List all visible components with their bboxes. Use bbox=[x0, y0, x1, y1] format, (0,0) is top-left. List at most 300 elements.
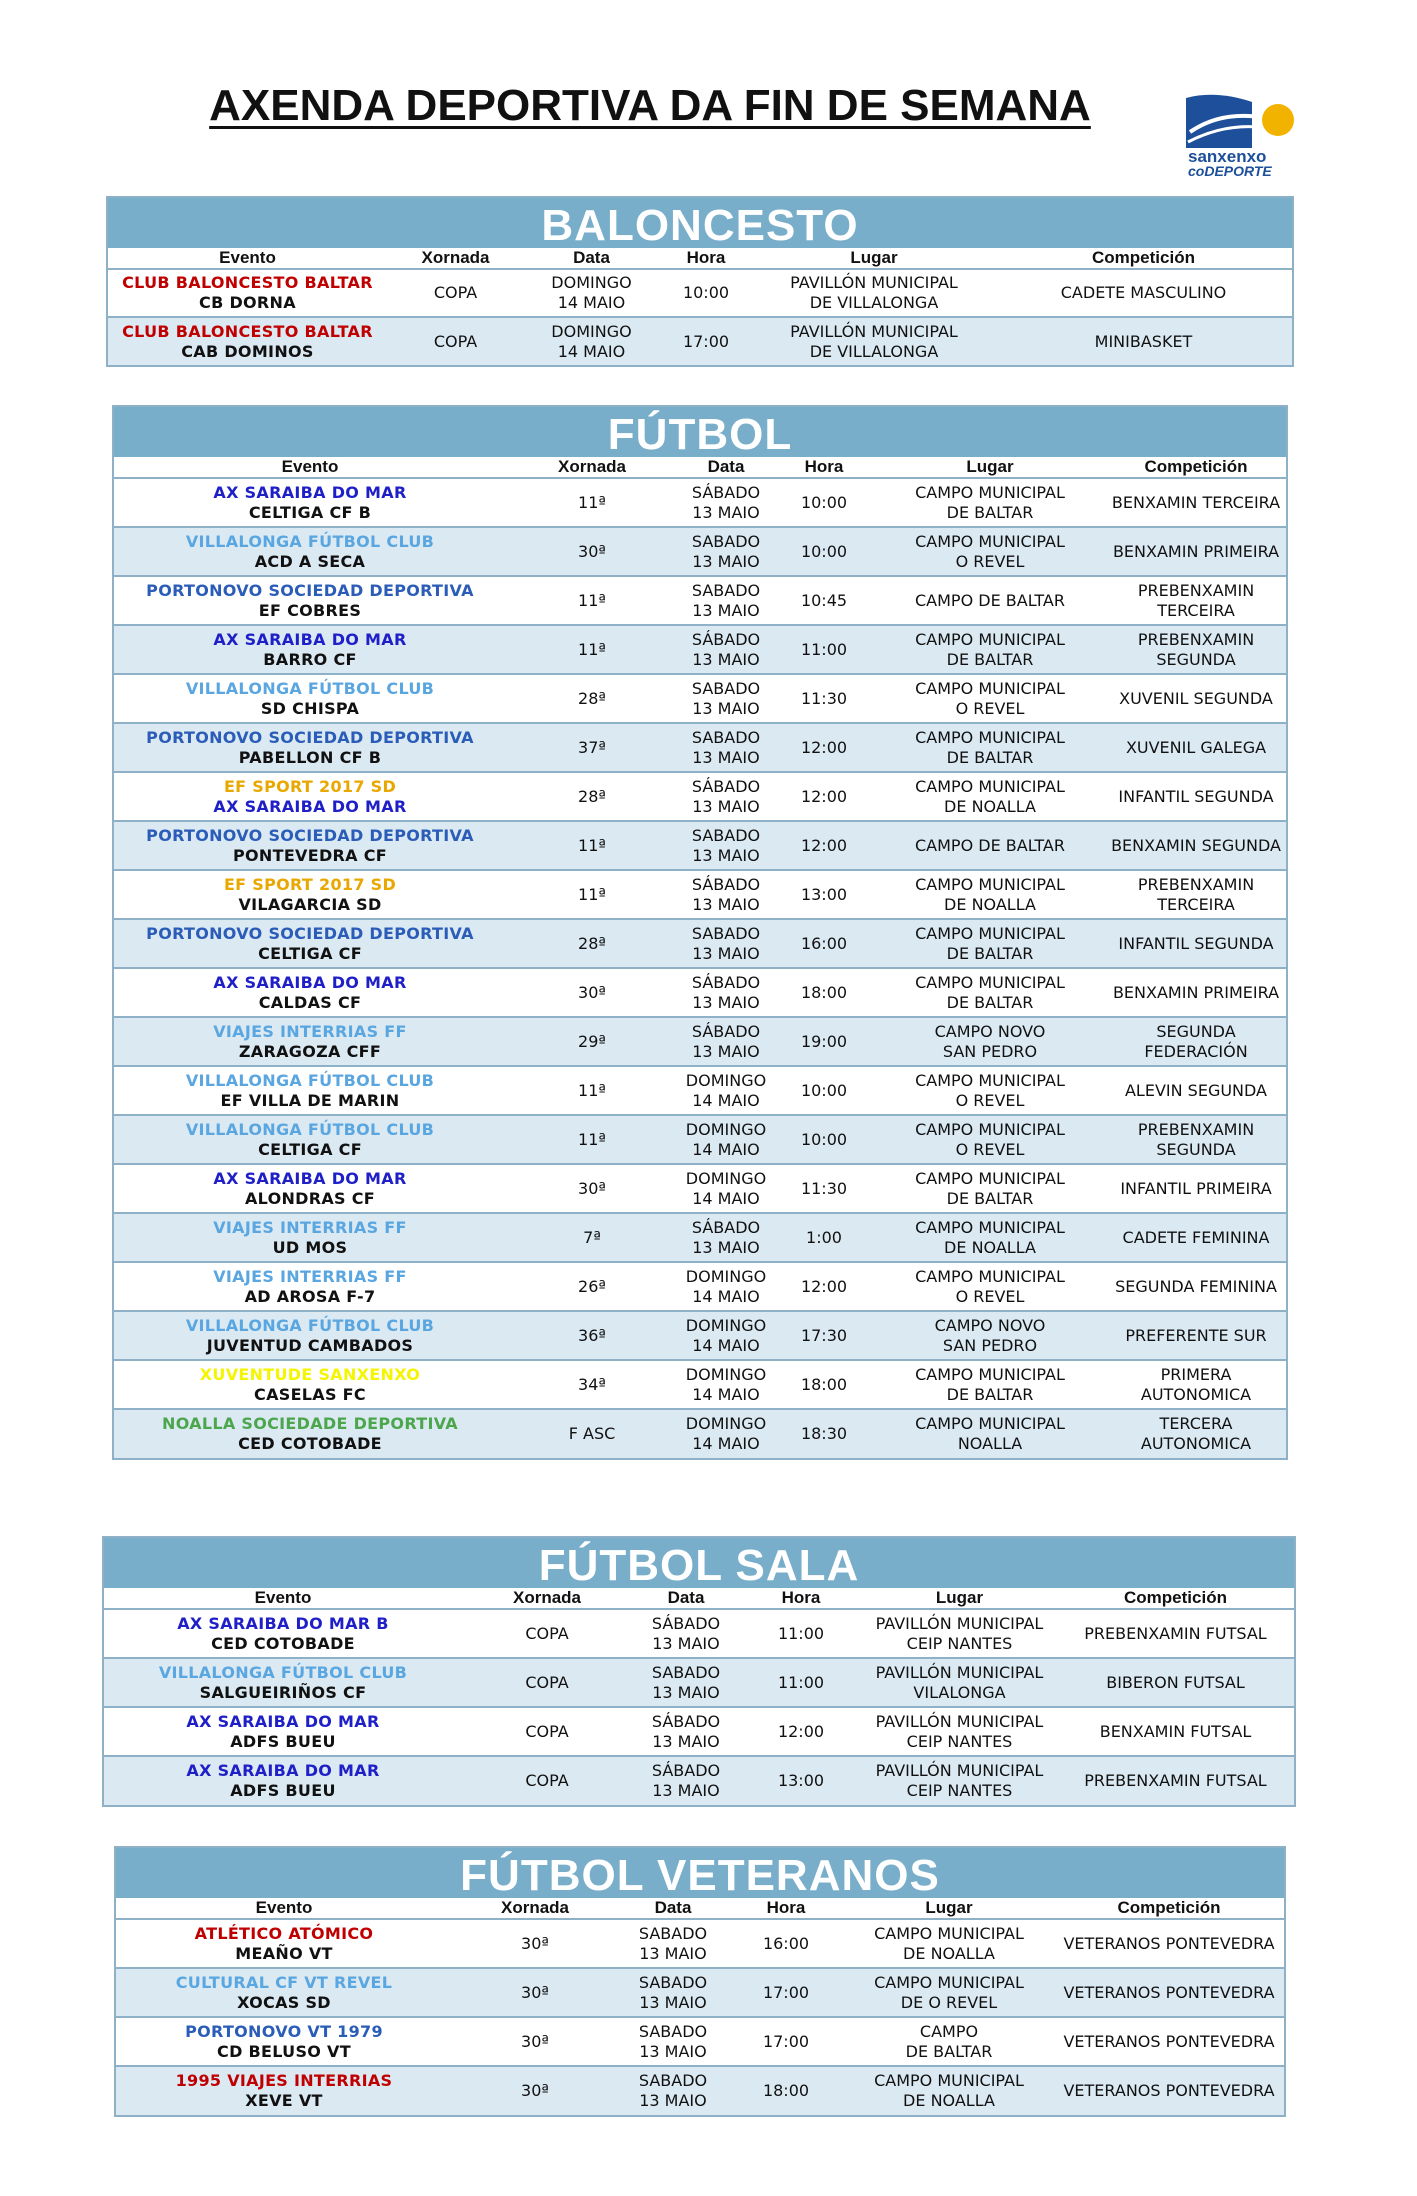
home-team: PORTONOVO VT 1979 bbox=[185, 2021, 383, 2041]
home-team: AX SARAIBA DO MAR bbox=[213, 482, 407, 502]
date-day: SÁBADO bbox=[691, 776, 761, 796]
date-day: DOMINGO bbox=[685, 1266, 767, 1286]
date-day: SABADO bbox=[651, 1662, 721, 1682]
place-line1: CAMPO MUNICIPAL bbox=[874, 2071, 1024, 2090]
table-row bbox=[104, 1658, 1294, 1707]
away-team: SD CHISPA bbox=[260, 698, 360, 718]
away-team: CALDAS CF bbox=[258, 992, 362, 1012]
away-team: ADFS BUEU bbox=[230, 1781, 336, 1800]
table-row bbox=[104, 1756, 1294, 1805]
sanxenxo-deporte-logo bbox=[1186, 92, 1298, 178]
place-cell bbox=[874, 527, 1106, 576]
away-team: CELTIGA CF bbox=[258, 1139, 362, 1159]
time-cell: 10:00 bbox=[774, 1115, 874, 1164]
time-cell: 17:30 bbox=[774, 1311, 874, 1360]
place-cell bbox=[862, 1658, 1057, 1707]
place-line1: CAMPO NOVO bbox=[934, 1021, 1046, 1041]
home-team: AX SARAIBA DO MAR bbox=[213, 972, 407, 992]
schedule-table bbox=[108, 248, 1292, 365]
time-cell: 12:00 bbox=[774, 1262, 874, 1311]
table-header-row bbox=[108, 248, 1292, 269]
time-cell: 11:30 bbox=[774, 674, 874, 723]
xornada-cell: 30ª bbox=[506, 968, 678, 1017]
event-cell bbox=[114, 576, 506, 625]
table-row bbox=[114, 1311, 1286, 1360]
date-cell bbox=[618, 2017, 728, 2066]
time-cell: 11:00 bbox=[740, 1609, 862, 1658]
column-header: Competición bbox=[1106, 457, 1286, 478]
section-title: BALONCESTO bbox=[108, 198, 1292, 248]
xornada-cell: 30ª bbox=[452, 1968, 618, 2017]
place-line2: DE NOALLA bbox=[944, 796, 1036, 816]
place-cell bbox=[874, 1262, 1106, 1311]
away-team: XOCAS SD bbox=[237, 1992, 331, 2012]
home-team: XUVENTUDE SANXENXO bbox=[199, 1364, 421, 1384]
time-cell: 10:45 bbox=[774, 576, 874, 625]
section-futbol-sala bbox=[102, 1536, 1296, 1807]
table-row bbox=[116, 2066, 1284, 2115]
competition-cell: INFANTIL SEGUNDA bbox=[1106, 772, 1286, 821]
date-day: SABADO bbox=[691, 923, 761, 943]
event-cell bbox=[114, 1409, 506, 1458]
date-date: 14 MAIO bbox=[692, 1335, 760, 1355]
place-cell bbox=[844, 1919, 1054, 1968]
xornada-cell: COPA bbox=[462, 1756, 632, 1805]
home-team: EF SPORT 2017 SD bbox=[223, 776, 397, 796]
event-cell bbox=[114, 870, 506, 919]
date-date: 13 MAIO bbox=[639, 1992, 707, 2012]
event-cell bbox=[114, 1164, 506, 1213]
place-line1: PAVILLÓN MUNICIPAL bbox=[875, 1662, 1044, 1682]
date-day: SÁBADO bbox=[651, 1613, 721, 1633]
home-team: VILLALONGA FÚTBOL CLUB bbox=[185, 1315, 435, 1335]
place-line2: O REVEL bbox=[955, 551, 1025, 571]
section-title: FÚTBOL VETERANOS bbox=[116, 1848, 1284, 1898]
competition-cell: INFANTIL SEGUNDA bbox=[1106, 919, 1286, 968]
home-team: AX SARAIBA DO MAR bbox=[213, 629, 407, 649]
place-cell bbox=[753, 317, 995, 365]
date-cell bbox=[678, 919, 774, 968]
date-day: SÁBADO bbox=[691, 629, 761, 649]
event-cell bbox=[114, 478, 506, 527]
time-cell: 12:00 bbox=[774, 723, 874, 772]
home-team: AX SARAIBA DO MAR bbox=[186, 1711, 380, 1731]
place-line2: O REVEL bbox=[955, 1139, 1025, 1159]
event-cell bbox=[104, 1658, 462, 1707]
date-cell bbox=[678, 625, 774, 674]
date-cell bbox=[632, 1609, 740, 1658]
xornada-cell: 11ª bbox=[506, 576, 678, 625]
date-day: SABADO bbox=[638, 2021, 708, 2041]
competition-cell: PRIMERA AUTONOMICA bbox=[1106, 1360, 1286, 1409]
schedule-table bbox=[116, 1898, 1284, 2115]
home-team: PORTONOVO SOCIEDAD DEPORTIVA bbox=[146, 825, 474, 845]
date-date: 13 MAIO bbox=[652, 1781, 720, 1800]
date-date: 13 MAIO bbox=[639, 2041, 707, 2061]
place-cell bbox=[874, 1409, 1106, 1458]
date-cell bbox=[678, 1115, 774, 1164]
place-line1: CAMPO MUNICIPAL bbox=[915, 1119, 1065, 1139]
date-date: 13 MAIO bbox=[692, 747, 760, 767]
place-line1: CAMPO MUNICIPAL bbox=[915, 629, 1065, 649]
logo-line1: sanxenxo bbox=[1188, 147, 1267, 166]
event-cell bbox=[114, 1017, 506, 1066]
date-date: 14 MAIO bbox=[692, 1286, 760, 1306]
competition-cell: PREBENXAMIN SEGUNDA bbox=[1106, 1115, 1286, 1164]
date-cell bbox=[678, 870, 774, 919]
table-body bbox=[104, 1609, 1294, 1805]
event-cell bbox=[114, 968, 506, 1017]
competition-cell: XUVENIL GALEGA bbox=[1106, 723, 1286, 772]
event-cell bbox=[116, 1968, 452, 2017]
competition-cell: ALEVIN SEGUNDA bbox=[1106, 1066, 1286, 1115]
place-line2: DE BALTAR bbox=[946, 649, 1034, 669]
column-header: Data bbox=[678, 457, 774, 478]
place-line1: CAMPO NOVO bbox=[934, 1315, 1046, 1335]
time-cell: 1:00 bbox=[774, 1213, 874, 1262]
date-date: 13 MAIO bbox=[692, 796, 760, 816]
place-cell bbox=[874, 1311, 1106, 1360]
column-header: Lugar bbox=[844, 1898, 1054, 1919]
time-cell: 12:00 bbox=[774, 821, 874, 870]
place-cell bbox=[874, 968, 1106, 1017]
column-header: Competición bbox=[1054, 1898, 1284, 1919]
date-date: 13 MAIO bbox=[639, 1943, 707, 1963]
event-cell bbox=[116, 2066, 452, 2115]
xornada-cell: 30ª bbox=[452, 2066, 618, 2115]
time-cell: 17:00 bbox=[728, 2017, 844, 2066]
column-header: Evento bbox=[116, 1898, 452, 1919]
place-cell bbox=[874, 1213, 1106, 1262]
place-line1: CAMPO MUNICIPAL bbox=[915, 1168, 1065, 1188]
time-cell: 18:00 bbox=[774, 968, 874, 1017]
table-row bbox=[114, 1164, 1286, 1213]
competition-cell: PREBENXAMIN FUTSAL bbox=[1057, 1609, 1294, 1658]
column-header: Lugar bbox=[862, 1588, 1057, 1609]
xornada-cell: 11ª bbox=[506, 1066, 678, 1115]
place-line1: CAMPO bbox=[919, 2021, 979, 2041]
competition-cell: BENXAMIN TERCEIRA bbox=[1106, 478, 1286, 527]
xornada-cell: 11ª bbox=[506, 1115, 678, 1164]
event-cell bbox=[114, 625, 506, 674]
date-cell bbox=[678, 1262, 774, 1311]
date-cell bbox=[678, 968, 774, 1017]
date-date: 14 MAIO bbox=[692, 1188, 760, 1208]
place-line1: CAMPO MUNICIPAL bbox=[915, 1364, 1065, 1384]
home-team: PORTONOVO SOCIEDAD DEPORTIVA bbox=[146, 580, 474, 600]
column-header: Hora bbox=[659, 248, 753, 269]
xornada-cell: 29ª bbox=[506, 1017, 678, 1066]
place-line2: DE NOALLA bbox=[903, 2091, 995, 2110]
place-line2: CEIP NANTES bbox=[906, 1781, 1013, 1800]
date-day: SABADO bbox=[638, 2071, 708, 2090]
table-row bbox=[114, 1213, 1286, 1262]
xornada-cell: COPA bbox=[387, 269, 524, 317]
xornada-cell: 34ª bbox=[506, 1360, 678, 1409]
column-header: Hora bbox=[728, 1898, 844, 1919]
date-cell bbox=[632, 1707, 740, 1756]
place-line2: DE NOALLA bbox=[944, 1237, 1036, 1257]
place-cell bbox=[844, 1968, 1054, 2017]
date-cell bbox=[678, 576, 774, 625]
place-line1: PAVILLÓN MUNICIPAL bbox=[790, 273, 958, 292]
xornada-cell: 30ª bbox=[452, 1919, 618, 1968]
place-line1: CAMPO MUNICIPAL bbox=[915, 678, 1065, 698]
date-day: SABADO bbox=[691, 531, 761, 551]
table-row bbox=[114, 968, 1286, 1017]
xornada-cell: F ASC bbox=[506, 1409, 678, 1458]
place-line2: O REVEL bbox=[955, 1286, 1025, 1306]
xornada-cell: 11ª bbox=[506, 821, 678, 870]
date-cell bbox=[632, 1756, 740, 1805]
xornada-cell: 28ª bbox=[506, 674, 678, 723]
table-row bbox=[114, 772, 1286, 821]
date-day: SABADO bbox=[638, 1972, 708, 1992]
place-line1: PAVILLÓN MUNICIPAL bbox=[875, 1711, 1044, 1731]
page-title: AXENDA DEPORTIVA DA FIN DE SEMANA bbox=[209, 81, 1091, 130]
schedule-table bbox=[104, 1588, 1294, 1805]
home-team: VILLALONGA FÚTBOL CLUB bbox=[185, 678, 435, 698]
xornada-cell: 30ª bbox=[506, 1164, 678, 1213]
place-line2: DE BALTAR bbox=[946, 1188, 1034, 1208]
xornada-cell: 11ª bbox=[506, 625, 678, 674]
xornada-cell: COPA bbox=[462, 1609, 632, 1658]
xornada-cell: 11ª bbox=[506, 478, 678, 527]
table-row bbox=[104, 1609, 1294, 1658]
date-date: 14 MAIO bbox=[692, 1434, 760, 1453]
date-cell bbox=[524, 269, 659, 317]
place-cell bbox=[874, 1164, 1106, 1213]
table-row bbox=[116, 1919, 1284, 1968]
away-team: CD BELUSO VT bbox=[217, 2041, 351, 2061]
table-row bbox=[114, 478, 1286, 527]
xornada-cell: 30ª bbox=[452, 2017, 618, 2066]
home-team: VIAJES INTERRIAS FF bbox=[213, 1266, 407, 1286]
place-line1: CAMPO MUNICIPAL bbox=[915, 482, 1065, 502]
column-header: Hora bbox=[740, 1588, 862, 1609]
away-team: ACD A SECA bbox=[254, 551, 366, 571]
home-team: VIAJES INTERRIAS FF bbox=[213, 1217, 407, 1237]
competition-cell: BENXAMIN PRIMEIRA bbox=[1106, 968, 1286, 1017]
time-cell: 13:00 bbox=[774, 870, 874, 919]
place-cell bbox=[874, 772, 1106, 821]
away-team: UD MOS bbox=[272, 1237, 348, 1257]
table-row bbox=[114, 1360, 1286, 1409]
date-date: 13 MAIO bbox=[692, 992, 760, 1012]
time-cell: 16:00 bbox=[728, 1919, 844, 1968]
away-team: MEAÑO VT bbox=[235, 1943, 333, 1963]
place-line2: DE BALTAR bbox=[946, 992, 1034, 1012]
date-cell bbox=[678, 821, 774, 870]
home-team: VIAJES INTERRIAS FF bbox=[213, 1021, 407, 1041]
competition-cell: PREBENXAMIN SEGUNDA bbox=[1106, 625, 1286, 674]
table-header-row bbox=[114, 457, 1286, 478]
away-team: BARRO CF bbox=[263, 649, 357, 669]
xornada-cell: 28ª bbox=[506, 919, 678, 968]
competition-cell: PREBENXAMIN TERCEIRA bbox=[1106, 870, 1286, 919]
place-line1: CAMPO MUNICIPAL bbox=[915, 1266, 1065, 1286]
table-row bbox=[114, 919, 1286, 968]
date-day: SABADO bbox=[691, 580, 761, 600]
away-team: EF VILLA DE MARIN bbox=[220, 1090, 400, 1110]
time-cell: 12:00 bbox=[774, 772, 874, 821]
event-cell bbox=[108, 269, 387, 317]
date-day: DOMINGO bbox=[685, 1168, 767, 1188]
date-date: 13 MAIO bbox=[692, 894, 760, 914]
place-line1: CAMPO MUNICIPAL bbox=[915, 923, 1065, 943]
place-line2: O REVEL bbox=[955, 1090, 1025, 1110]
place-cell bbox=[874, 919, 1106, 968]
date-cell bbox=[678, 772, 774, 821]
column-header: Hora bbox=[774, 457, 874, 478]
table-header-row bbox=[116, 1898, 1284, 1919]
time-cell: 10:00 bbox=[774, 1066, 874, 1115]
place-line1: CAMPO DE BALTAR bbox=[915, 835, 1065, 855]
place-line1: CAMPO MUNICIPAL bbox=[915, 1070, 1065, 1090]
event-cell bbox=[104, 1756, 462, 1805]
date-cell bbox=[678, 1311, 774, 1360]
time-cell: 16:00 bbox=[774, 919, 874, 968]
competition-cell: TERCERA AUTONOMICA bbox=[1106, 1409, 1286, 1458]
competition-cell: CADETE MASCULINO bbox=[995, 269, 1292, 317]
place-cell bbox=[874, 1066, 1106, 1115]
xornada-cell: 28ª bbox=[506, 772, 678, 821]
time-cell: 18:30 bbox=[774, 1409, 874, 1458]
place-line2: DE O REVEL bbox=[900, 1992, 998, 2012]
away-team: VILAGARCIA SD bbox=[238, 894, 382, 914]
competition-cell: XUVENIL SEGUNDA bbox=[1106, 674, 1286, 723]
place-line2: CEIP NANTES bbox=[906, 1633, 1013, 1653]
place-line2: DE BALTAR bbox=[946, 502, 1034, 522]
column-header: Xornada bbox=[387, 248, 524, 269]
date-date: 13 MAIO bbox=[652, 1682, 720, 1702]
date-cell bbox=[678, 1017, 774, 1066]
column-header: Data bbox=[524, 248, 659, 269]
place-line1: CAMPO MUNICIPAL bbox=[915, 874, 1065, 894]
event-cell bbox=[116, 1919, 452, 1968]
away-team: CELTIGA CF B bbox=[248, 502, 372, 522]
place-line1: CAMPO MUNICIPAL bbox=[915, 776, 1065, 796]
date-day: SÁBADO bbox=[651, 1711, 721, 1731]
date-cell bbox=[678, 1409, 774, 1458]
time-cell: 11:00 bbox=[740, 1658, 862, 1707]
home-team: 1995 VIAJES INTERRIAS bbox=[175, 2071, 393, 2090]
place-line1: CAMPO MUNICIPAL bbox=[874, 1972, 1024, 1992]
competition-cell: PREBENXAMIN FUTSAL bbox=[1057, 1756, 1294, 1805]
date-date: 13 MAIO bbox=[692, 502, 760, 522]
date-cell bbox=[678, 1066, 774, 1115]
date-day: SABADO bbox=[691, 678, 761, 698]
place-line1: CAMPO MUNICIPAL bbox=[874, 1923, 1024, 1943]
column-header: Lugar bbox=[753, 248, 995, 269]
competition-cell: PREFERENTE SUR bbox=[1106, 1311, 1286, 1360]
home-team: AX SARAIBA DO MAR bbox=[186, 1761, 380, 1780]
event-cell bbox=[114, 1262, 506, 1311]
event-cell bbox=[114, 674, 506, 723]
table-row bbox=[114, 870, 1286, 919]
date-date: 14 MAIO bbox=[557, 341, 626, 361]
date-day: SÁBADO bbox=[691, 1021, 761, 1041]
away-team: CB DORNA bbox=[199, 293, 296, 312]
away-team: ALONDRAS CF bbox=[244, 1188, 376, 1208]
home-team: AX SARAIBA DO MAR B bbox=[177, 1613, 389, 1633]
column-header: Xornada bbox=[506, 457, 678, 478]
date-date: 13 MAIO bbox=[692, 1041, 760, 1061]
event-cell bbox=[114, 1213, 506, 1262]
table-row bbox=[114, 1066, 1286, 1115]
event-cell bbox=[114, 772, 506, 821]
place-line1: CAMPO MUNICIPAL bbox=[915, 972, 1065, 992]
competition-cell: VETERANOS PONTEVEDRA bbox=[1054, 2066, 1284, 2115]
table-row bbox=[114, 1262, 1286, 1311]
date-day: SABADO bbox=[638, 1923, 708, 1943]
away-team: PONTEVEDRA CF bbox=[232, 845, 387, 865]
competition-cell: VETERANOS PONTEVEDRA bbox=[1054, 2017, 1284, 2066]
place-line2: SAN PEDRO bbox=[942, 1335, 1038, 1355]
date-cell bbox=[618, 2066, 728, 2115]
table-body bbox=[114, 478, 1286, 1458]
time-cell: 11:00 bbox=[774, 625, 874, 674]
date-date: 14 MAIO bbox=[692, 1384, 760, 1404]
competition-cell: VETERANOS PONTEVEDRA bbox=[1054, 1919, 1284, 1968]
competition-cell: BIBERON FUTSAL bbox=[1057, 1658, 1294, 1707]
place-line1: CAMPO MUNICIPAL bbox=[915, 1217, 1065, 1237]
table-row bbox=[116, 1968, 1284, 2017]
place-line2: O REVEL bbox=[955, 698, 1025, 718]
time-cell: 11:30 bbox=[774, 1164, 874, 1213]
away-team: CAB DOMINOS bbox=[181, 341, 314, 361]
event-cell bbox=[108, 317, 387, 365]
event-cell bbox=[114, 919, 506, 968]
date-day: SÁBADO bbox=[691, 874, 761, 894]
competition-cell: BENXAMIN SEGUNDA bbox=[1106, 821, 1286, 870]
date-day: DOMINGO bbox=[685, 1315, 767, 1335]
date-day: DOMINGO bbox=[685, 1364, 767, 1384]
time-cell: 10:00 bbox=[774, 478, 874, 527]
time-cell: 13:00 bbox=[740, 1756, 862, 1805]
table-row bbox=[114, 1115, 1286, 1164]
date-date: 13 MAIO bbox=[692, 845, 760, 865]
home-team: VILLALONGA FÚTBOL CLUB bbox=[185, 1070, 435, 1090]
section-futbol-veteranos bbox=[114, 1846, 1286, 2117]
place-cell bbox=[874, 723, 1106, 772]
place-line2: DE BALTAR bbox=[946, 943, 1034, 963]
home-team: CULTURAL CF VT REVEL bbox=[175, 1972, 393, 1992]
date-cell bbox=[678, 674, 774, 723]
place-cell bbox=[874, 478, 1106, 527]
place-line1: PAVILLÓN MUNICIPAL bbox=[790, 321, 958, 341]
table-row bbox=[114, 723, 1286, 772]
place-line2: DE NOALLA bbox=[944, 894, 1036, 914]
time-cell: 10:00 bbox=[774, 527, 874, 576]
column-header: Xornada bbox=[452, 1898, 618, 1919]
event-cell bbox=[104, 1707, 462, 1756]
date-cell bbox=[678, 527, 774, 576]
date-cell bbox=[678, 723, 774, 772]
date-cell bbox=[678, 1360, 774, 1409]
section-baloncesto bbox=[106, 196, 1294, 367]
away-team: AX SARAIBA DO MAR bbox=[213, 796, 407, 816]
away-team: JUVENTUD CAMBADOS bbox=[206, 1335, 414, 1355]
time-cell: 10:00 bbox=[659, 269, 753, 317]
competition-cell: INFANTIL PRIMEIRA bbox=[1106, 1164, 1286, 1213]
date-day: SÁBADO bbox=[651, 1761, 721, 1780]
place-line2: DE BALTAR bbox=[946, 747, 1034, 767]
home-team: CLUB BALONCESTO BALTAR bbox=[122, 273, 373, 292]
date-date: 13 MAIO bbox=[692, 649, 760, 669]
away-team: SALGUEIRIÑOS CF bbox=[199, 1682, 367, 1702]
home-team: VILLALONGA FÚTBOL CLUB bbox=[185, 531, 435, 551]
